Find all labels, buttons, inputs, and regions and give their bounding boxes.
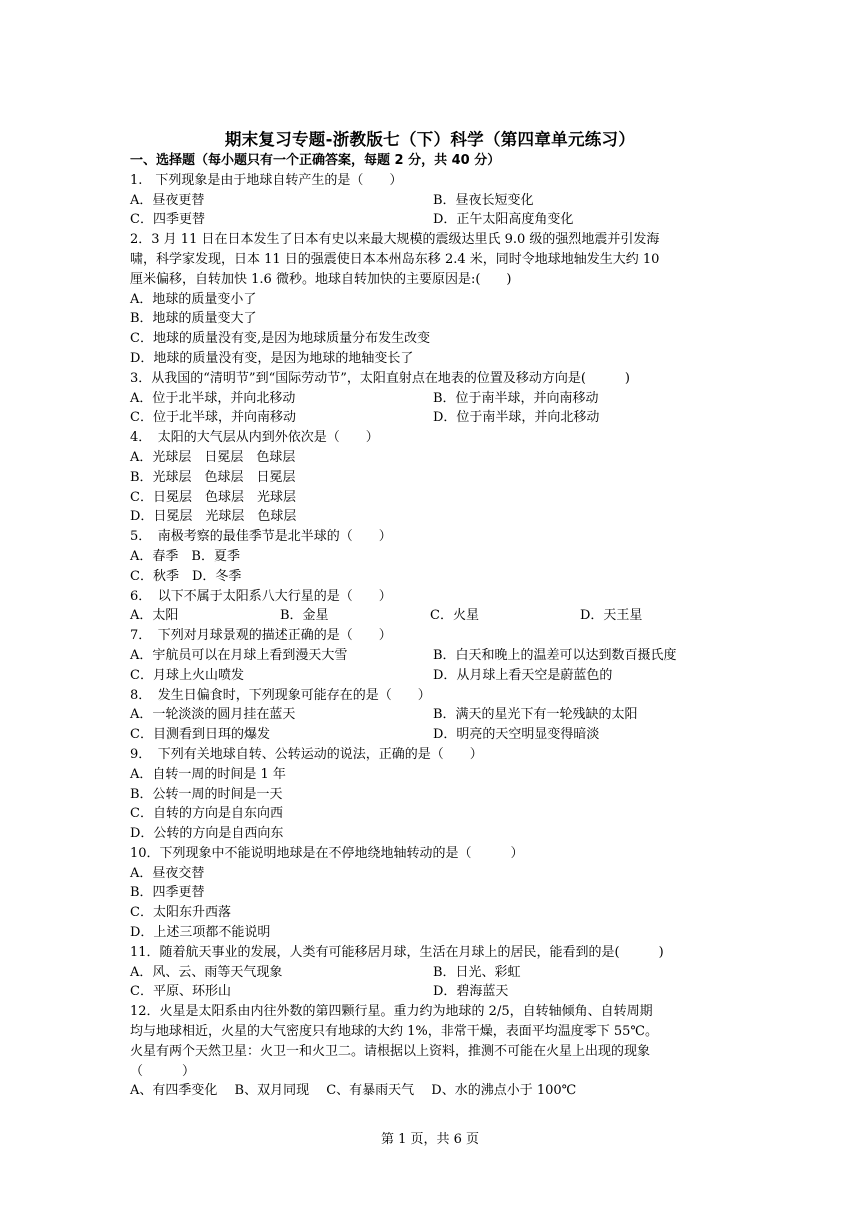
answer-option: C．目测看到日珥的爆发 xyxy=(130,727,270,743)
options-row xyxy=(130,210,740,230)
options-row xyxy=(130,982,740,1002)
page-footer: 第 1 页，共 6 页 xyxy=(380,1132,480,1147)
answer-option: C．四季更替 xyxy=(130,212,205,228)
answer-option: C．月球上火山喷发 xyxy=(130,667,244,683)
question-12 xyxy=(130,1002,740,1101)
answer-option: A．宇航员可以在月球上看到漫天大雪 xyxy=(130,647,348,663)
question-11 xyxy=(130,943,740,1002)
answer-option: A．春季 B．夏季 xyxy=(130,548,240,564)
question-stem-line: 1. 下列现象是由于地球自转产生的是（ ） xyxy=(130,172,403,188)
answer-option: B．满天的星光下有一轮残缺的太阳 xyxy=(433,707,638,723)
answer-option: D．公转的方向是自西向东 xyxy=(130,826,284,842)
options-row xyxy=(130,389,740,409)
document-title: 期末复习专题-浙教版七（下）科学（第四章单元练习） xyxy=(224,130,636,149)
answer-option: B．公转一周的时间是一天 xyxy=(130,786,283,802)
options-row xyxy=(130,606,740,626)
question-stem-line: 8． 发生日偏食时，下列现象可能存在的是（ ） xyxy=(130,687,431,703)
answer-option: B．白天和晚上的温差可以达到数百摄氏度 xyxy=(433,647,677,663)
answer-option: A．一轮淡淡的圆月挂在蓝天 xyxy=(130,707,296,723)
answer-option: D．地球的质量没有变，是因为地球的地轴变长了 xyxy=(130,350,414,366)
question-6 xyxy=(130,587,740,627)
answer-option: D．日冕层 光球层 色球层 xyxy=(130,509,297,525)
answer-option: A．位于北半球，并向北移动 xyxy=(130,390,296,406)
answer-option: B．位于南半球，并向南移动 xyxy=(433,390,599,406)
question-list xyxy=(130,151,740,1101)
answer-option: A．太阳 xyxy=(130,608,179,624)
question-stem-line: 4． 太阳的大气层从内到外依次是（ ） xyxy=(130,430,379,446)
answer-option: C．地球的质量没有变,是因为地球质量分布发生改变 xyxy=(130,331,431,347)
question-8 xyxy=(130,686,740,745)
answer-option: B．四季更替 xyxy=(130,885,205,901)
question-stem-line: 2．3 月 11 日在日本发生了日本有史以来最大规模的震级达里氏 9.0 级的强烈地震并引发海 xyxy=(130,232,660,248)
answer-option: B．光球层 色球层 日冕层 xyxy=(130,469,296,485)
section-heading: 一、选择题（每小题只有一个正确答案，每题 2 分，共 40 分） xyxy=(130,153,501,168)
question-stem-line: 厘米偏移，自转加快 1.6 微秒。地球自转加快的主要原因是:( ) xyxy=(130,271,512,287)
answer-option: C．位于北半球，并向南移动 xyxy=(130,410,296,426)
question-1 xyxy=(130,171,740,230)
question-stem-line: （ ） xyxy=(130,1063,196,1079)
options-row xyxy=(130,408,740,428)
answer-option: B．昼夜长短变化 xyxy=(433,192,534,208)
options-row xyxy=(130,725,740,745)
answer-option: D．明亮的天空明显变得暗淡 xyxy=(433,727,600,743)
answer-option: C．日冕层 色球层 光球层 xyxy=(130,489,296,505)
answer-option: A．昼夜更替 xyxy=(130,192,205,208)
answer-option: A．风、云、雨等天气现象 xyxy=(130,964,283,980)
answer-option: C．自转的方向是自东向西 xyxy=(130,806,283,822)
options-row xyxy=(130,705,740,725)
question-stem-line: 7． 下列对月球景观的描述正确的是（ ） xyxy=(130,628,392,644)
answer-option: C．太阳东升西落 xyxy=(130,905,231,921)
answer-option: D．从月球上看天空是蔚蓝色的 xyxy=(433,667,613,683)
answer-option: D．碧海蓝天 xyxy=(433,984,509,1000)
answer-option: C．平原、环形山 xyxy=(130,984,231,1000)
answer-option: A．光球层 日冕层 色球层 xyxy=(130,449,296,465)
options-row xyxy=(130,191,740,211)
options-row xyxy=(130,646,740,666)
question-stem-line: 火星有两个天然卫星：火卫一和火卫二。请根据以上资料，推测不可能在火星上出现的现象 xyxy=(130,1043,651,1059)
question-10 xyxy=(130,844,740,943)
question-4 xyxy=(130,428,740,527)
question-2 xyxy=(130,230,740,369)
question-stem-line: 均与地球相近，火星的大气密度只有地球的大约 1%，非常干燥，表面平均温度零下 55℃。 xyxy=(130,1024,658,1040)
answer-option: D．上述三项都不能说明 xyxy=(130,925,271,941)
questions-container xyxy=(130,171,740,1101)
question-stem-line: 12．火星是太阳系由内往外数的第四颗行星。重力约为地球的 2/5，自转轴倾角、自转周期 xyxy=(130,1004,653,1020)
answer-option: C．火星 xyxy=(430,608,479,624)
answer-option: A、有四季变化 B、双月同现 C、有暴雨天气 D、水的沸点小于 100℃ xyxy=(130,1083,577,1099)
question-stem-line: 9． 下列有关地球自转、公转运动的说法，正确的是（ ） xyxy=(130,746,483,762)
answer-option: D．正午太阳高度角变化 xyxy=(433,212,574,228)
answer-option: B．地球的质量变大了 xyxy=(130,311,257,327)
answer-option: A．地球的质量变小了 xyxy=(130,291,257,307)
answer-option: C．秋季 D．冬季 xyxy=(130,568,242,584)
options-row xyxy=(130,666,740,686)
question-stem-line: 啸，科学家发现，日本 11 日的强震使日本本州岛东移 2.4 米，同时令地球地轴发生大约 10 xyxy=(130,251,660,267)
question-7 xyxy=(130,626,740,685)
options-row xyxy=(130,963,740,983)
answer-option: B．金星 xyxy=(280,608,329,624)
question-3 xyxy=(130,369,740,428)
question-stem-line: 5． 南极考察的最佳季节是北半球的（ ） xyxy=(130,529,392,545)
question-stem-line: 6． 以下不属于太阳系八大行星的是（ ） xyxy=(130,588,392,604)
answer-option: D．位于南半球，并向北移动 xyxy=(433,410,600,426)
answer-option: A．昼夜交替 xyxy=(130,865,205,881)
question-9 xyxy=(130,745,740,844)
question-stem-line: 11．随着航天事业的发展，人类有可能移居月球，生活在月球上的居民，能看到的是( ) xyxy=(130,944,664,960)
question-stem-line: 10．下列现象中不能说明地球是在不停地绕地轴转动的是（ ） xyxy=(130,845,524,861)
answer-option: B．日光、彩虹 xyxy=(433,964,521,980)
answer-option: A．自转一周的时间是 1 年 xyxy=(130,766,286,782)
question-5 xyxy=(130,527,740,586)
question-stem-line: 3．从我国的“清明节”到“国际劳动节”，太阳直射点在地表的位置及移动方向是( ) xyxy=(130,370,630,386)
answer-option: D．天王星 xyxy=(580,608,643,624)
